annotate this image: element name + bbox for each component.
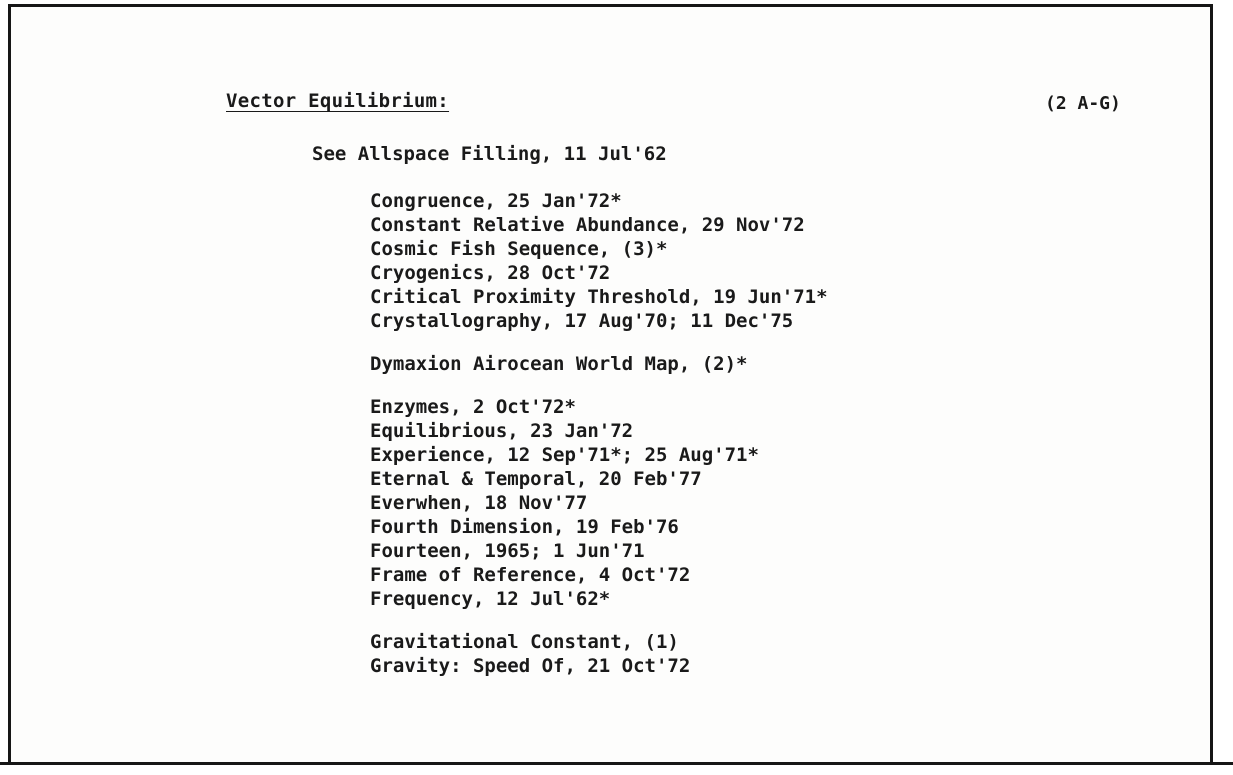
list-item: Everwhen, 18 Nov'77 xyxy=(370,492,588,514)
entry-group-c xyxy=(370,189,828,333)
list-item: Gravitational Constant, (1) xyxy=(370,631,679,653)
list-item: Crystallography, 17 Aug'70; 11 Dec'75 xyxy=(370,310,794,332)
cross-reference-list xyxy=(370,189,828,697)
list-item: Fourteen, 1965; 1 Jun'71 xyxy=(370,540,645,562)
see-prefix: See xyxy=(312,143,347,165)
card-code: (2 A-G) xyxy=(1045,93,1121,114)
list-item: Cryogenics, 28 Oct'72 xyxy=(370,262,611,284)
list-item: Cosmic Fish Sequence, (3)* xyxy=(370,238,668,260)
list-item: Dymaxion Airocean World Map, (2)* xyxy=(370,353,748,375)
list-item: Gravity: Speed Of, 21 Oct'72 xyxy=(370,655,691,677)
entry-group-e-f xyxy=(370,395,828,611)
list-item: Eternal & Temporal, 20 Feb'77 xyxy=(370,468,702,490)
list-item: Enzymes, 2 Oct'72* xyxy=(370,396,576,418)
see-entry: Allspace Filling, 11 Jul'62 xyxy=(357,143,667,165)
entry-group-d xyxy=(370,352,828,376)
list-item: Frame of Reference, 4 Oct'72 xyxy=(370,564,691,586)
list-item: Critical Proximity Threshold, 19 Jun'71* xyxy=(370,286,828,308)
list-item: Fourth Dimension, 19 Feb'76 xyxy=(370,516,679,538)
list-item: Experience, 12 Sep'71*; 25 Aug'71* xyxy=(370,444,759,466)
list-item: Equilibrious, 23 Jan'72 xyxy=(370,420,634,442)
entry-group-g xyxy=(370,630,828,678)
list-item: Frequency, 12 Jul'62* xyxy=(370,588,611,610)
card-heading: Vector Equilibrium: xyxy=(226,90,450,112)
list-item: Congruence, 25 Jan'72* xyxy=(370,190,622,212)
list-item: Constant Relative Abundance, 29 Nov'72 xyxy=(370,214,805,236)
card-bottom-border xyxy=(0,762,1233,765)
see-reference xyxy=(312,143,667,165)
